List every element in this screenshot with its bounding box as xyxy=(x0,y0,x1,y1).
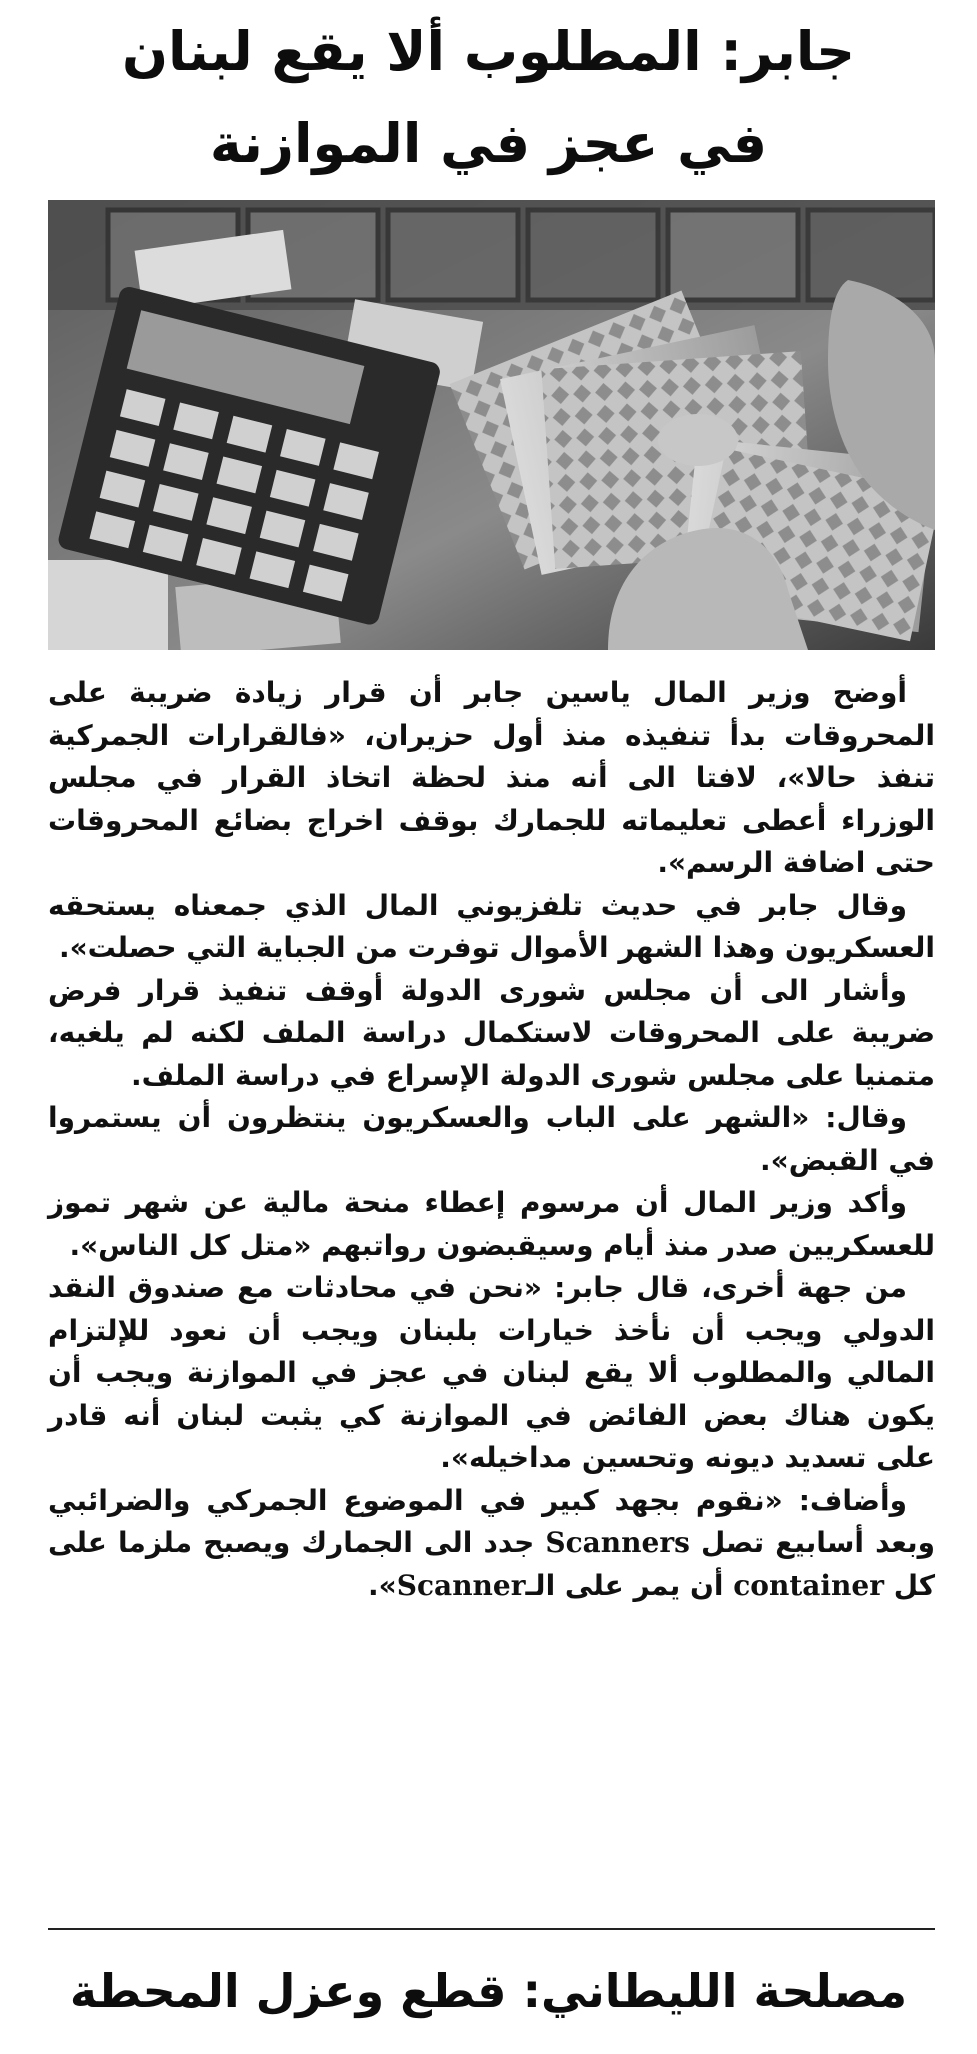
headline-line-1: جابر: المطلوب ألا يقع لبنان xyxy=(121,20,856,83)
paragraph: من جهة أخرى، قال جابر: «نحن في محادثات مع صندوق النقد الدولي ويجب أن نأخذ خيارات بلبنان ويجب أن نعود للإلتزام المالي والمطلوب ألا يقع لبنان في عجز في الموازنة ويجب أن يكون هناك بعض الفائض في الموازنة كي يثبت لبنان أنه قادر على تسديد ديونه وتحسين مداخيله». xyxy=(48,1271,935,1474)
text-segment: أن يمر على الـ xyxy=(525,1568,724,1602)
text-segment: وأضاف: «نقوم بجهد كبير في الموضوع الجمركي والضرائبي وبعد أسابيع تصل xyxy=(48,1483,935,1559)
text-segment: جدد الى الجمارك ويصبح ملزما على كل xyxy=(48,1526,935,1602)
section-divider xyxy=(48,1928,935,1930)
paragraph: أوضح وزير المال ياسين جابر أن قرار زيادة ضريبة على المحروقات بدأ تنفيذه منذ أول حزيران، «فالقرارات الجمركية تنفذ حالا»، لافتا الى أنه منذ لحظة اتخاذ القرار في مجلس الوزراء أعطى تعليماته للجمارك بوقف اخراج بضائع المحروقات حتى اضافة الرسم». xyxy=(48,676,935,879)
next-article-headline: مصلحة الليطاني: قطع وعزل المحطة xyxy=(69,1964,908,2018)
text-segment: ». xyxy=(368,1568,397,1602)
latin-term: Scanner xyxy=(396,1568,526,1602)
latin-term: Scanners xyxy=(545,1526,690,1559)
paragraph xyxy=(48,1480,935,1608)
headline-line-2: في عجز في الموازنة xyxy=(209,112,768,175)
latin-term: container xyxy=(733,1568,884,1602)
paragraph: وقال جابر في حديث تلفزيوني المال الذي جمعناه يستحقه العسكريون وهذا الشهر الأموال توفرت من الجباية التي حصلت». xyxy=(48,888,935,964)
article-body xyxy=(48,672,935,1607)
paragraph: وأكد وزير المال أن مرسوم إعطاء منحة مالية عن شهر تموز للعسكريين صدر منذ أيام وسيقبضون رواتبهم «متل كل الناس». xyxy=(48,1186,935,1262)
paragraph: وأشار الى أن مجلس شورى الدولة أوقف تنفيذ قرار فرض ضريبة على المحروقات لاستكمال دراسة الملف لكنه لم يلغيه، متمنيا على مجلس شورى الدولة الإسراع في دراسة الملف. xyxy=(48,973,935,1092)
article-photo xyxy=(48,200,935,650)
paragraph: وقال: «الشهر على الباب والعسكريون ينتظرون أن يستمروا في القبض». xyxy=(48,1101,935,1177)
